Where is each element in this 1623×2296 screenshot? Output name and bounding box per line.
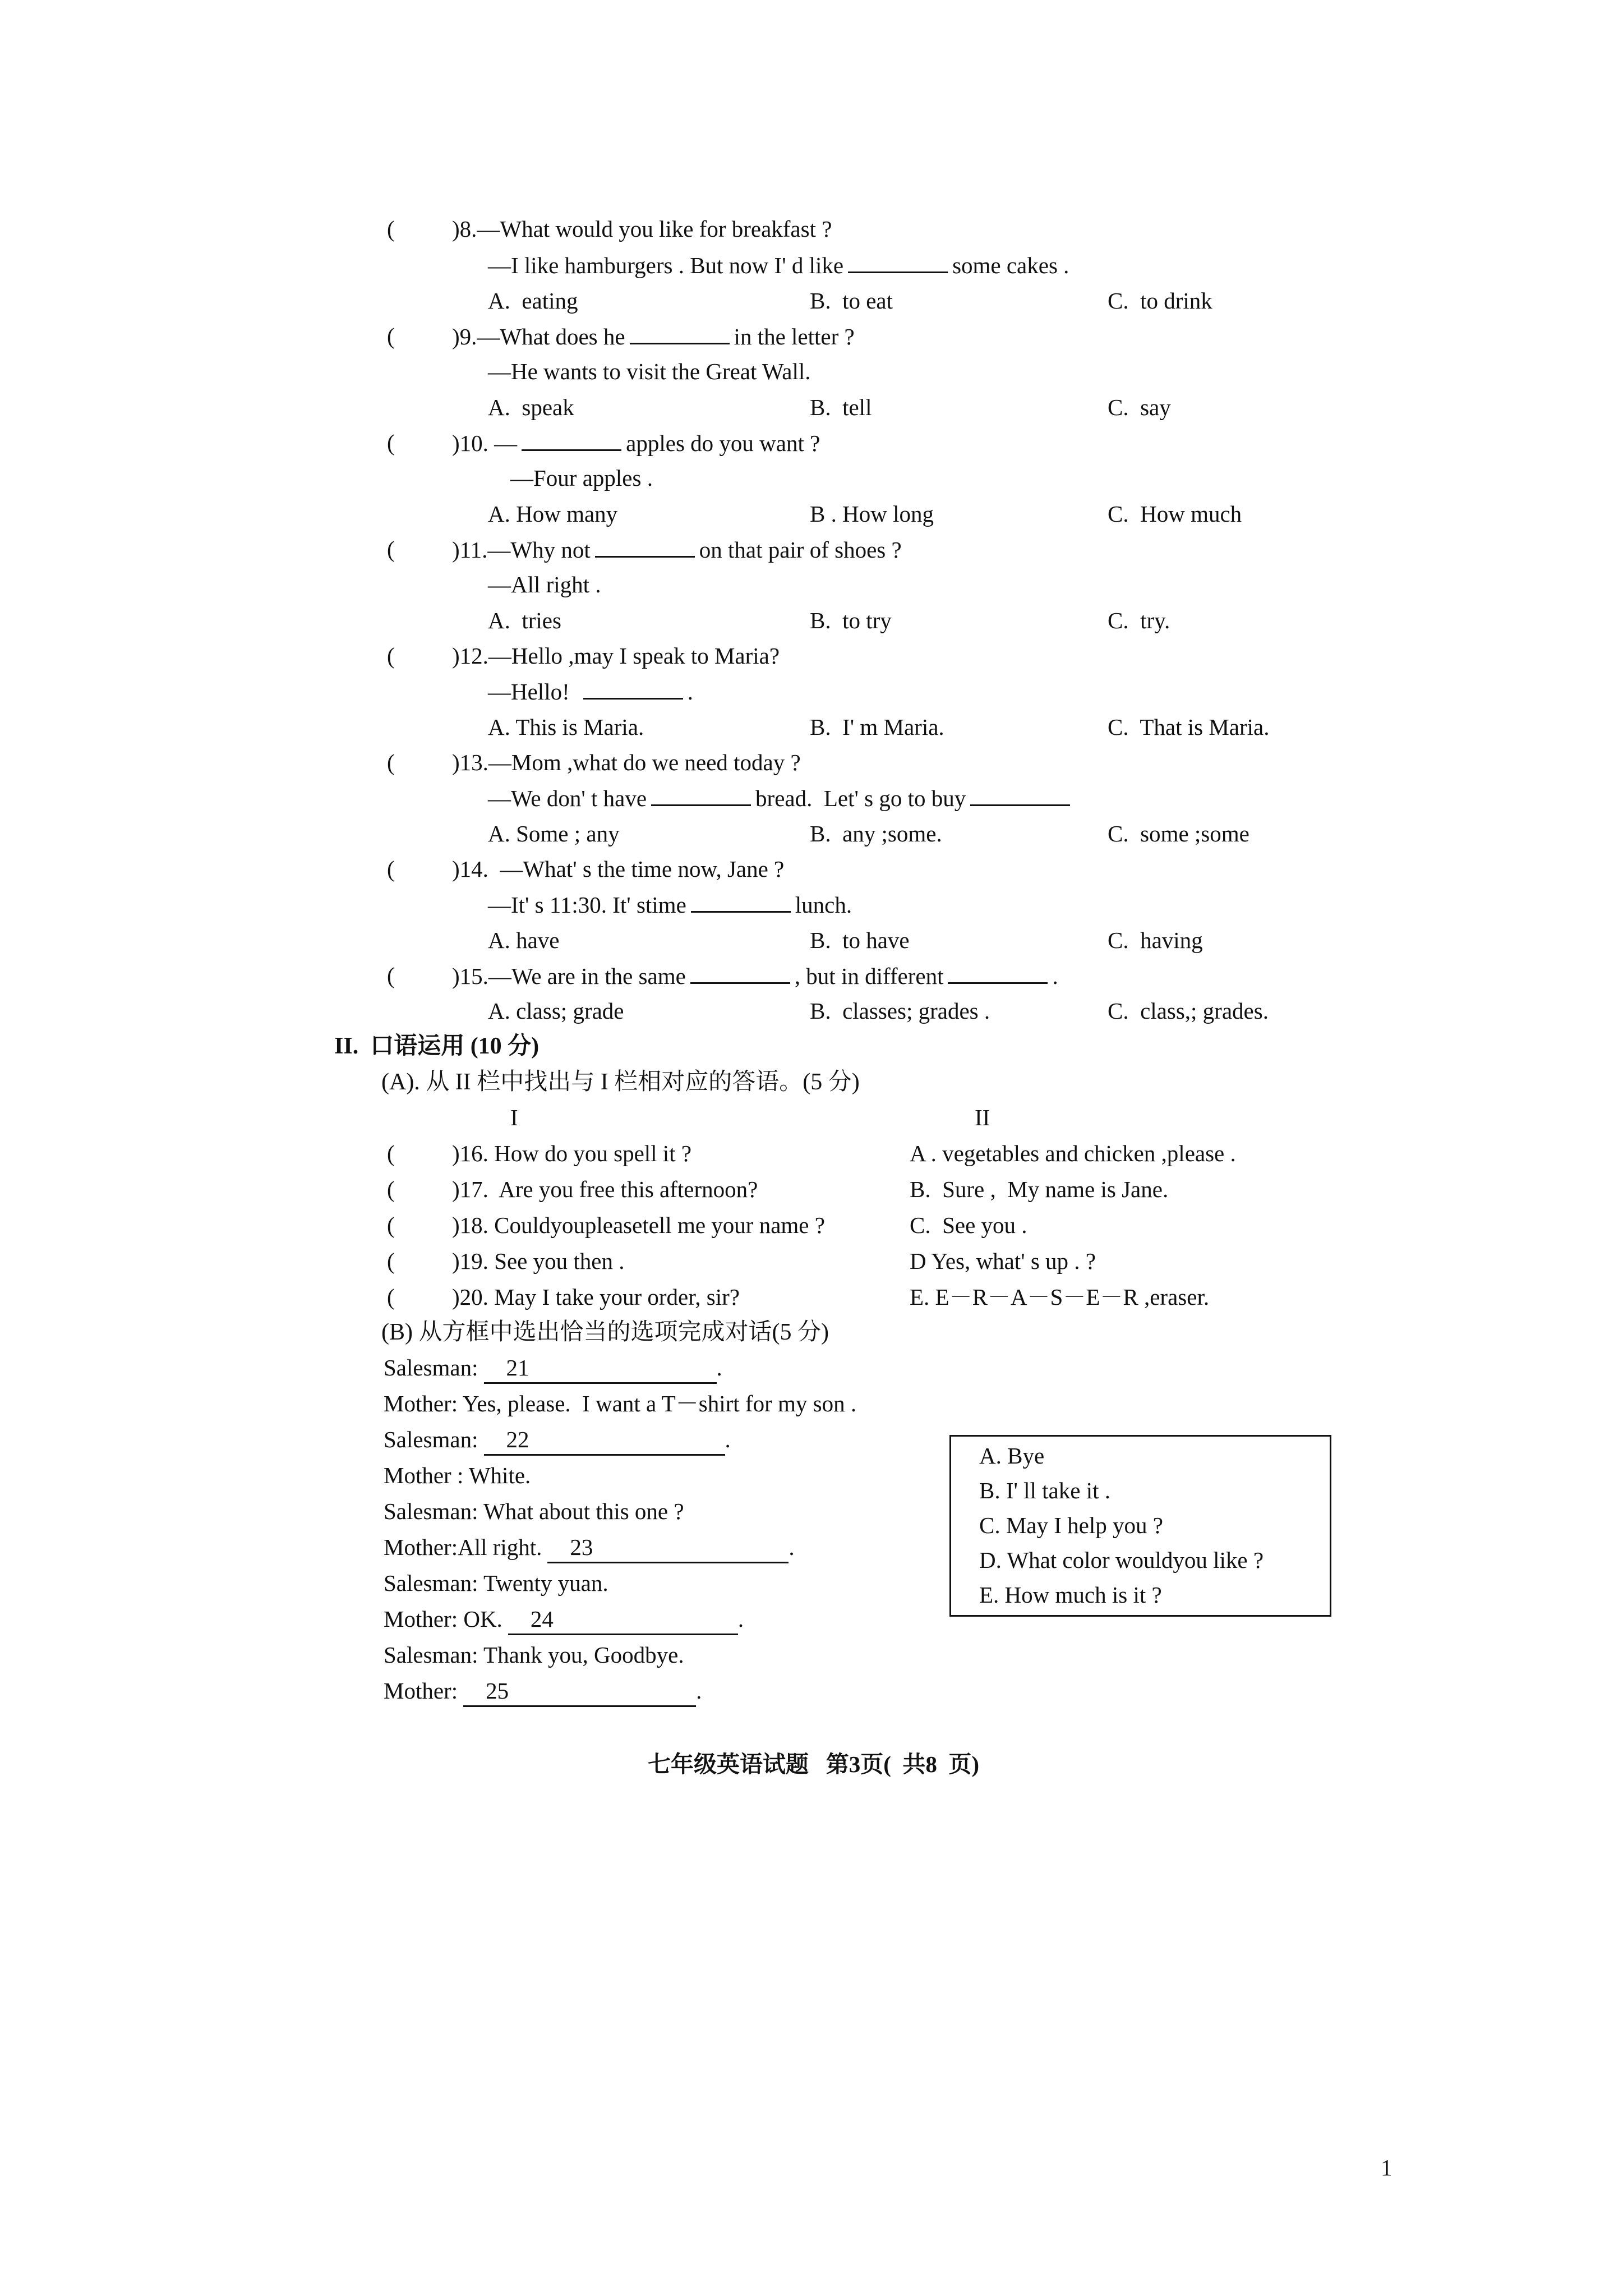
question-text: —What does he xyxy=(477,324,625,349)
question-number: )12. xyxy=(452,643,488,669)
question-20: )20. May I take your order, sir? xyxy=(452,1284,740,1310)
question-19: )19. See you then . xyxy=(452,1248,625,1274)
option-a[interactable]: A. How many xyxy=(488,501,618,527)
option-a[interactable]: A. have xyxy=(488,927,560,953)
speaker: Mother : xyxy=(384,1462,464,1488)
answer-text: —Hello! xyxy=(488,679,570,705)
question-17: )17. Are you free this afternoon? xyxy=(452,1176,758,1202)
options-box xyxy=(949,1435,1331,1617)
answer-text: some cakes . xyxy=(952,252,1069,278)
answer-paren[interactable]: ( xyxy=(387,1176,395,1202)
question-text: apples do you want ? xyxy=(626,430,820,456)
fill-blank xyxy=(948,961,1048,984)
answer-text: —He wants to visit the Great Wall. xyxy=(488,358,811,384)
answer-paren[interactable]: ( xyxy=(387,323,395,349)
speaker: Salesman: xyxy=(384,1570,478,1596)
question-text: — xyxy=(494,430,518,456)
part-b-title: (B) 从方框中选出恰当的选项完成对话(5 分) xyxy=(381,1319,829,1345)
dialogue-text: Yes, please. I want a T－shirt for my son . xyxy=(462,1391,857,1416)
question-number: )15. xyxy=(452,963,488,989)
answer-paren[interactable]: ( xyxy=(387,963,395,988)
answer-paren[interactable]: ( xyxy=(387,216,395,242)
choice-d: D Yes, what' s up . ? xyxy=(910,1248,1096,1274)
question-number: )8. xyxy=(452,216,477,242)
option-b[interactable]: B. to have xyxy=(810,927,910,953)
dialogue-line xyxy=(384,1497,684,1526)
fill-blank xyxy=(690,961,790,984)
dialogue-blank[interactable]: 21 xyxy=(484,1353,717,1384)
speaker: Salesman: xyxy=(384,1498,478,1524)
option-c[interactable]: C. say xyxy=(1108,394,1171,420)
box-option-b: B. I' ll take it . xyxy=(979,1478,1110,1503)
page-number: 1 xyxy=(1381,2155,1393,2180)
option-c[interactable]: C. class,; grades. xyxy=(1108,998,1269,1024)
answer-paren[interactable]: ( xyxy=(387,643,395,669)
page-footer: 七年级英语试题 第3页( 共8 页) xyxy=(648,1751,980,1777)
dialogue-blank[interactable]: 24 xyxy=(508,1604,738,1635)
option-b[interactable]: B. classes; grades . xyxy=(810,998,990,1024)
answer-paren[interactable]: ( xyxy=(387,856,395,882)
question-number: )13. xyxy=(452,749,488,775)
option-a[interactable]: A. eating xyxy=(488,288,578,314)
fill-blank xyxy=(848,250,948,273)
dialogue-text: White. xyxy=(468,1462,531,1488)
speaker: Salesman: xyxy=(384,1427,478,1452)
fill-blank xyxy=(595,535,695,558)
question-text: . xyxy=(1052,963,1058,989)
speaker: Salesman: xyxy=(384,1355,478,1381)
section-title: II. 口语运用 (10 分) xyxy=(334,1033,540,1059)
fill-blank xyxy=(651,783,751,806)
answer-paren[interactable]: ( xyxy=(387,1140,395,1166)
option-c[interactable]: C. try. xyxy=(1108,608,1170,633)
option-a[interactable]: A. Some ; any xyxy=(488,821,620,846)
fill-blank xyxy=(630,321,730,344)
question-text: —What' s the time now, Jane ? xyxy=(500,856,785,882)
option-b[interactable]: B. any ;some. xyxy=(810,821,942,846)
question-number: )11. xyxy=(452,537,488,563)
option-c[interactable]: C. some ;some xyxy=(1108,821,1249,846)
option-a[interactable]: A. speak xyxy=(488,394,574,420)
fill-blank xyxy=(522,428,621,451)
option-b[interactable]: B. tell xyxy=(810,394,872,420)
choice-a: A . vegetables and chicken ,please . xyxy=(910,1140,1236,1166)
fill-blank xyxy=(970,783,1070,806)
speaker: Mother: xyxy=(384,1606,458,1632)
speaker: Salesman: xyxy=(384,1642,478,1668)
dialogue-text: Twenty yuan. xyxy=(483,1570,608,1596)
question-16: )16. How do you spell it ? xyxy=(452,1140,692,1166)
answer-paren[interactable]: ( xyxy=(387,1212,395,1238)
option-b[interactable]: B . How long xyxy=(810,501,934,527)
answer-paren[interactable]: ( xyxy=(387,749,395,775)
dialogue-line: Salesman: 21 . xyxy=(384,1353,722,1384)
question-number: )14. xyxy=(452,856,488,882)
dialogue-line xyxy=(384,1640,684,1669)
choice-b: B. Sure , My name is Jane. xyxy=(910,1176,1169,1202)
answer-paren[interactable]: ( xyxy=(387,430,395,455)
dialogue-line xyxy=(384,1461,531,1490)
dialogue-blank[interactable]: 25 xyxy=(463,1676,696,1707)
dialogue-blank[interactable]: 22 xyxy=(484,1425,725,1456)
question-number: )10. xyxy=(452,430,488,456)
answer-text: —I like hamburgers . But now I' d like xyxy=(488,252,844,278)
question-18: )18. Couldyoupleasetell me your name ? xyxy=(452,1212,825,1238)
column-ii-header: II xyxy=(975,1105,990,1130)
box-option-d: D. What color wouldyou like ? xyxy=(979,1547,1264,1573)
speaker: Mother: xyxy=(384,1391,458,1416)
question-text: —Why not xyxy=(487,537,591,563)
answer-text: —It' s 11:30. It' stime xyxy=(488,892,686,918)
answer-text: —Four apples . xyxy=(510,465,653,491)
answer-text: bread. Let' s go to buy xyxy=(755,785,966,811)
option-c[interactable]: C. to drink xyxy=(1108,288,1212,314)
option-a[interactable]: A. tries xyxy=(488,608,561,633)
option-b[interactable]: B. I' m Maria. xyxy=(810,714,944,740)
question-number: )9. xyxy=(452,324,477,349)
choice-e: E. E－R－A－S－E－R ,eraser. xyxy=(910,1284,1210,1310)
answer-paren[interactable]: ( xyxy=(387,536,395,562)
dialogue-text: Thank you, Goodbye. xyxy=(483,1642,684,1668)
dialogue-blank[interactable]: 23 xyxy=(547,1533,789,1563)
part-a-title: (A). 从 II 栏中找出与 I 栏相对应的答语。(5 分) xyxy=(381,1069,860,1095)
option-c[interactable]: C. How much xyxy=(1108,501,1242,527)
question-text: —Mom ,what do we need today ? xyxy=(488,749,801,775)
answer-text: —All right . xyxy=(488,572,601,597)
option-b[interactable]: B. to try xyxy=(810,608,892,633)
column-i-header: I xyxy=(510,1105,518,1130)
answer-text: —We don' t have xyxy=(488,785,647,811)
answer-text: lunch. xyxy=(795,892,852,918)
dialogue-line: Mother: OK. 24 . xyxy=(384,1604,744,1635)
dialogue-line: Salesman: 22 . xyxy=(384,1425,731,1456)
option-c[interactable]: C. That is Maria. xyxy=(1108,714,1270,740)
option-a[interactable]: A. This is Maria. xyxy=(488,714,644,740)
box-option-e: E. How much is it ? xyxy=(979,1582,1162,1608)
question-text: in the letter ? xyxy=(734,324,855,349)
question-text: —We are in the same xyxy=(488,963,686,989)
box-option-c: C. May I help you ? xyxy=(979,1512,1163,1538)
dialogue-line: Mother: 25 . xyxy=(384,1676,702,1707)
answer-paren[interactable]: ( xyxy=(387,1248,395,1274)
option-c[interactable]: C. having xyxy=(1108,927,1203,953)
dialogue-text: All right. xyxy=(458,1534,542,1560)
dialogue-text: What about this one ? xyxy=(483,1498,684,1524)
question-text: , but in different xyxy=(794,963,944,989)
dialogue-line: Mother:All right. 23 . xyxy=(384,1533,795,1563)
fill-blank xyxy=(691,890,791,913)
choice-c: C. See you . xyxy=(910,1212,1027,1238)
speaker: Mother: xyxy=(384,1534,458,1560)
speaker: Mother: xyxy=(384,1678,458,1704)
answer-paren[interactable]: ( xyxy=(387,1284,395,1310)
question-text: on that pair of shoes ? xyxy=(699,537,902,563)
fill-blank xyxy=(583,677,683,700)
answer-text: . xyxy=(687,679,693,705)
dialogue-line xyxy=(384,1568,608,1598)
option-b[interactable]: B. to eat xyxy=(810,288,893,314)
question-text: —Hello ,may I speak to Maria? xyxy=(488,643,780,669)
box-option-a: A. Bye xyxy=(979,1443,1045,1469)
option-a[interactable]: A. class; grade xyxy=(488,998,624,1024)
question-text: —What would you like for breakfast ? xyxy=(477,216,832,242)
dialogue-text: OK. xyxy=(463,1606,502,1632)
dialogue-line xyxy=(384,1389,856,1418)
